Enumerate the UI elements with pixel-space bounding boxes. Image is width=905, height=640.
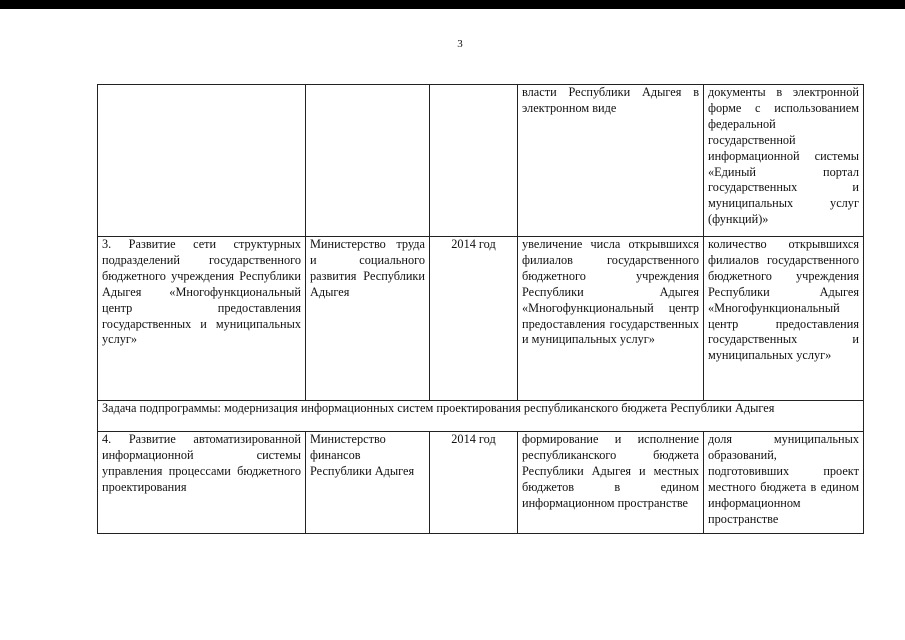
table-row-4 [98, 432, 864, 534]
table-row-continuation [98, 85, 864, 237]
cell-activity [98, 85, 306, 237]
subprogram-task-cell: Задача подпрограммы: модернизация информационных систем проектирования республиканского бюджета Республики Адыгея [98, 401, 864, 432]
table-row-task [98, 401, 864, 432]
scan-top-border [0, 0, 905, 9]
page-number: 3 [457, 38, 463, 50]
cell-executor: Министерство труда и социального развития Республики Адыгея [306, 237, 430, 401]
cell-deadline: 2014 год [430, 432, 518, 534]
table-row-3 [98, 237, 864, 401]
cell-deadline [430, 85, 518, 237]
cell-executor [306, 85, 430, 237]
cell-expected-result: власти Республики Адыгея в электронном виде [518, 85, 704, 237]
cell-indicator: доля муниципальных образований, подготовивших проект местного бюджета в едином информационном пространстве [704, 432, 864, 534]
cell-executor: Министерство финансов Республики Адыгея [306, 432, 430, 534]
cell-expected-result: формирование и исполнение республиканского бюджета Республики Адыгея и местных бюджетов в едином информационном пространстве [518, 432, 704, 534]
cell-indicator: количество открывшихся филиалов государственного бюджетного учреждения Республики Адыгея «Многофункциональный центр предоставления государственных и муниципальных услуг» [704, 237, 864, 401]
cell-expected-result: увеличение числа открывшихся филиалов государственного бюджетного учреждения Республики Адыгея «Многофункциональный центр предоставления государственных и муниципальных услуг» [518, 237, 704, 401]
cell-indicator: документы в электронной форме с использованием федеральной государственной информационной системы «Единый портал государственных и муниципальных услуг (функций)» [704, 85, 864, 237]
cell-activity: 3. Развитие сети структурных подразделений государственного бюджетного учреждения Республики Адыгея «Многофункциональный центр предоставления государственных и муниципальных услуг» [98, 237, 306, 401]
cell-deadline: 2014 год [430, 237, 518, 401]
program-table [97, 84, 864, 534]
cell-activity: 4. Развитие автоматизированной информационной системы управления процессами бюджетного проектирования [98, 432, 306, 534]
